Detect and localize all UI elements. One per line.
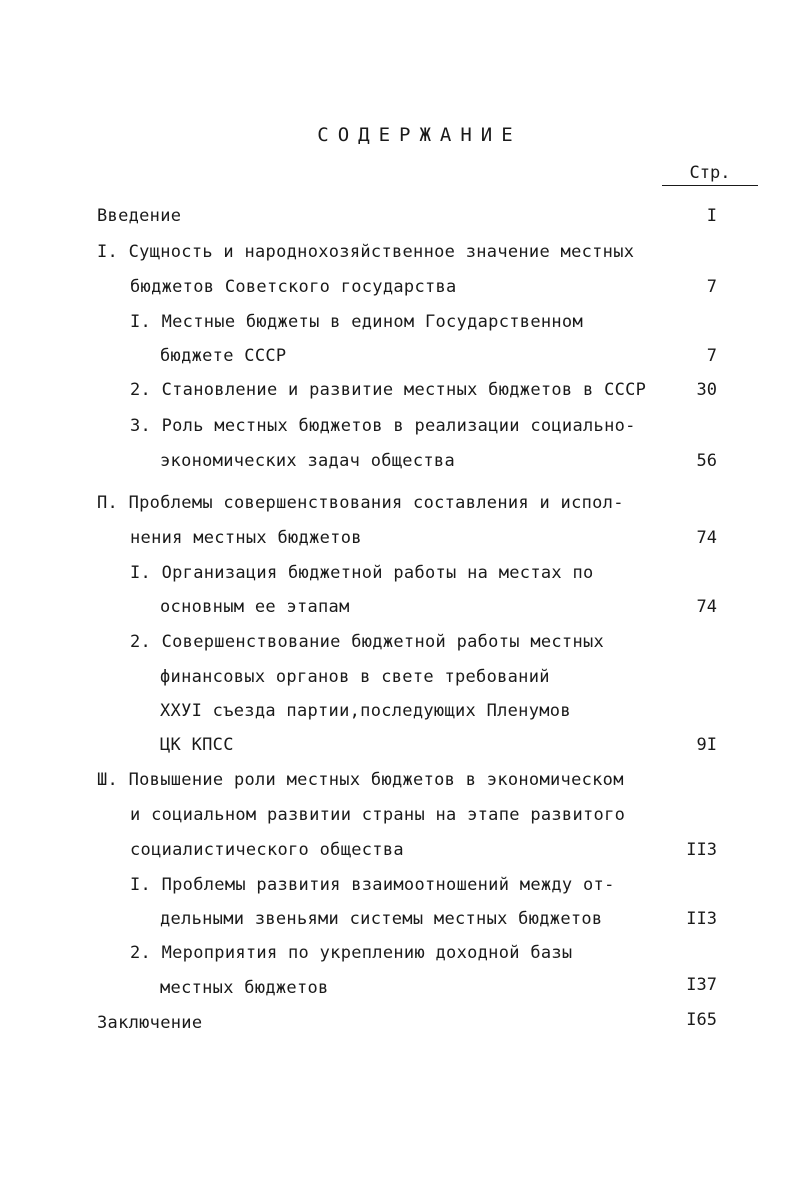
- toc-page-number: 74: [696, 597, 717, 617]
- toc-line: I. Организация бюджетной работы на местах по: [130, 563, 594, 583]
- toc-page-number: II3: [686, 840, 717, 860]
- toc-line: экономических задач общества: [160, 451, 455, 471]
- toc-page-number: 74: [696, 528, 717, 548]
- toc-line: П. Проблемы совершенствования составления и испол-: [97, 493, 624, 513]
- toc-page-number: 7: [706, 346, 717, 366]
- toc-page-number: 56: [696, 451, 717, 471]
- toc-line: ЦК КПСС: [160, 735, 234, 755]
- toc-line: I. Сущность и народнохозяйственное значение местных: [97, 242, 635, 262]
- toc-line: бюджетов Советского государства: [130, 277, 457, 297]
- toc-line: 2. Становление и развитие местных бюджетов в СССР: [130, 380, 647, 400]
- toc-line: дельными звеньями системы местных бюджетов: [160, 909, 603, 929]
- toc-line: социалистического общества: [130, 840, 404, 860]
- toc-line: и социальном развитии страны на этапе развитого: [130, 805, 626, 825]
- toc-line: 3. Роль местных бюджетов в реализации социально-: [130, 416, 636, 436]
- toc-line: I. Местные бюджеты в едином Государственном: [130, 312, 583, 332]
- toc-line: 2. Мероприятия по укреплению доходной базы: [130, 943, 573, 963]
- toc-line: основным ее этапам: [160, 597, 350, 617]
- toc-line: I. Проблемы развития взаимоотношений между от-: [130, 875, 615, 895]
- page-title: СОДЕРЖАНИЕ: [317, 124, 522, 146]
- toc-line: 2. Совершенствование бюджетной работы местных: [130, 632, 605, 652]
- toc-line: финансовых органов в свете требований: [160, 667, 550, 687]
- toc-line: Ш. Повышение роли местных бюджетов в экономическом: [97, 770, 624, 790]
- toc-line: бюджете СССР: [160, 346, 287, 366]
- toc-line: Заключение: [97, 1013, 203, 1033]
- toc-line: Введение: [97, 206, 182, 226]
- toc-page-number: 9I: [696, 735, 717, 755]
- page-column-header: Стр.: [662, 163, 758, 186]
- toc-page-number: I: [706, 206, 717, 226]
- toc-page-number: I37: [686, 975, 717, 995]
- toc-line: местных бюджетов: [160, 978, 329, 998]
- toc-page-number: I65: [686, 1010, 717, 1030]
- toc-page-number: II3: [686, 909, 717, 929]
- toc-page-number: 7: [706, 277, 717, 297]
- toc-line: нения местных бюджетов: [130, 528, 362, 548]
- toc-line: ХХУI съезда партии,последующих Пленумов: [160, 701, 571, 721]
- toc-page-number: 30: [696, 380, 717, 400]
